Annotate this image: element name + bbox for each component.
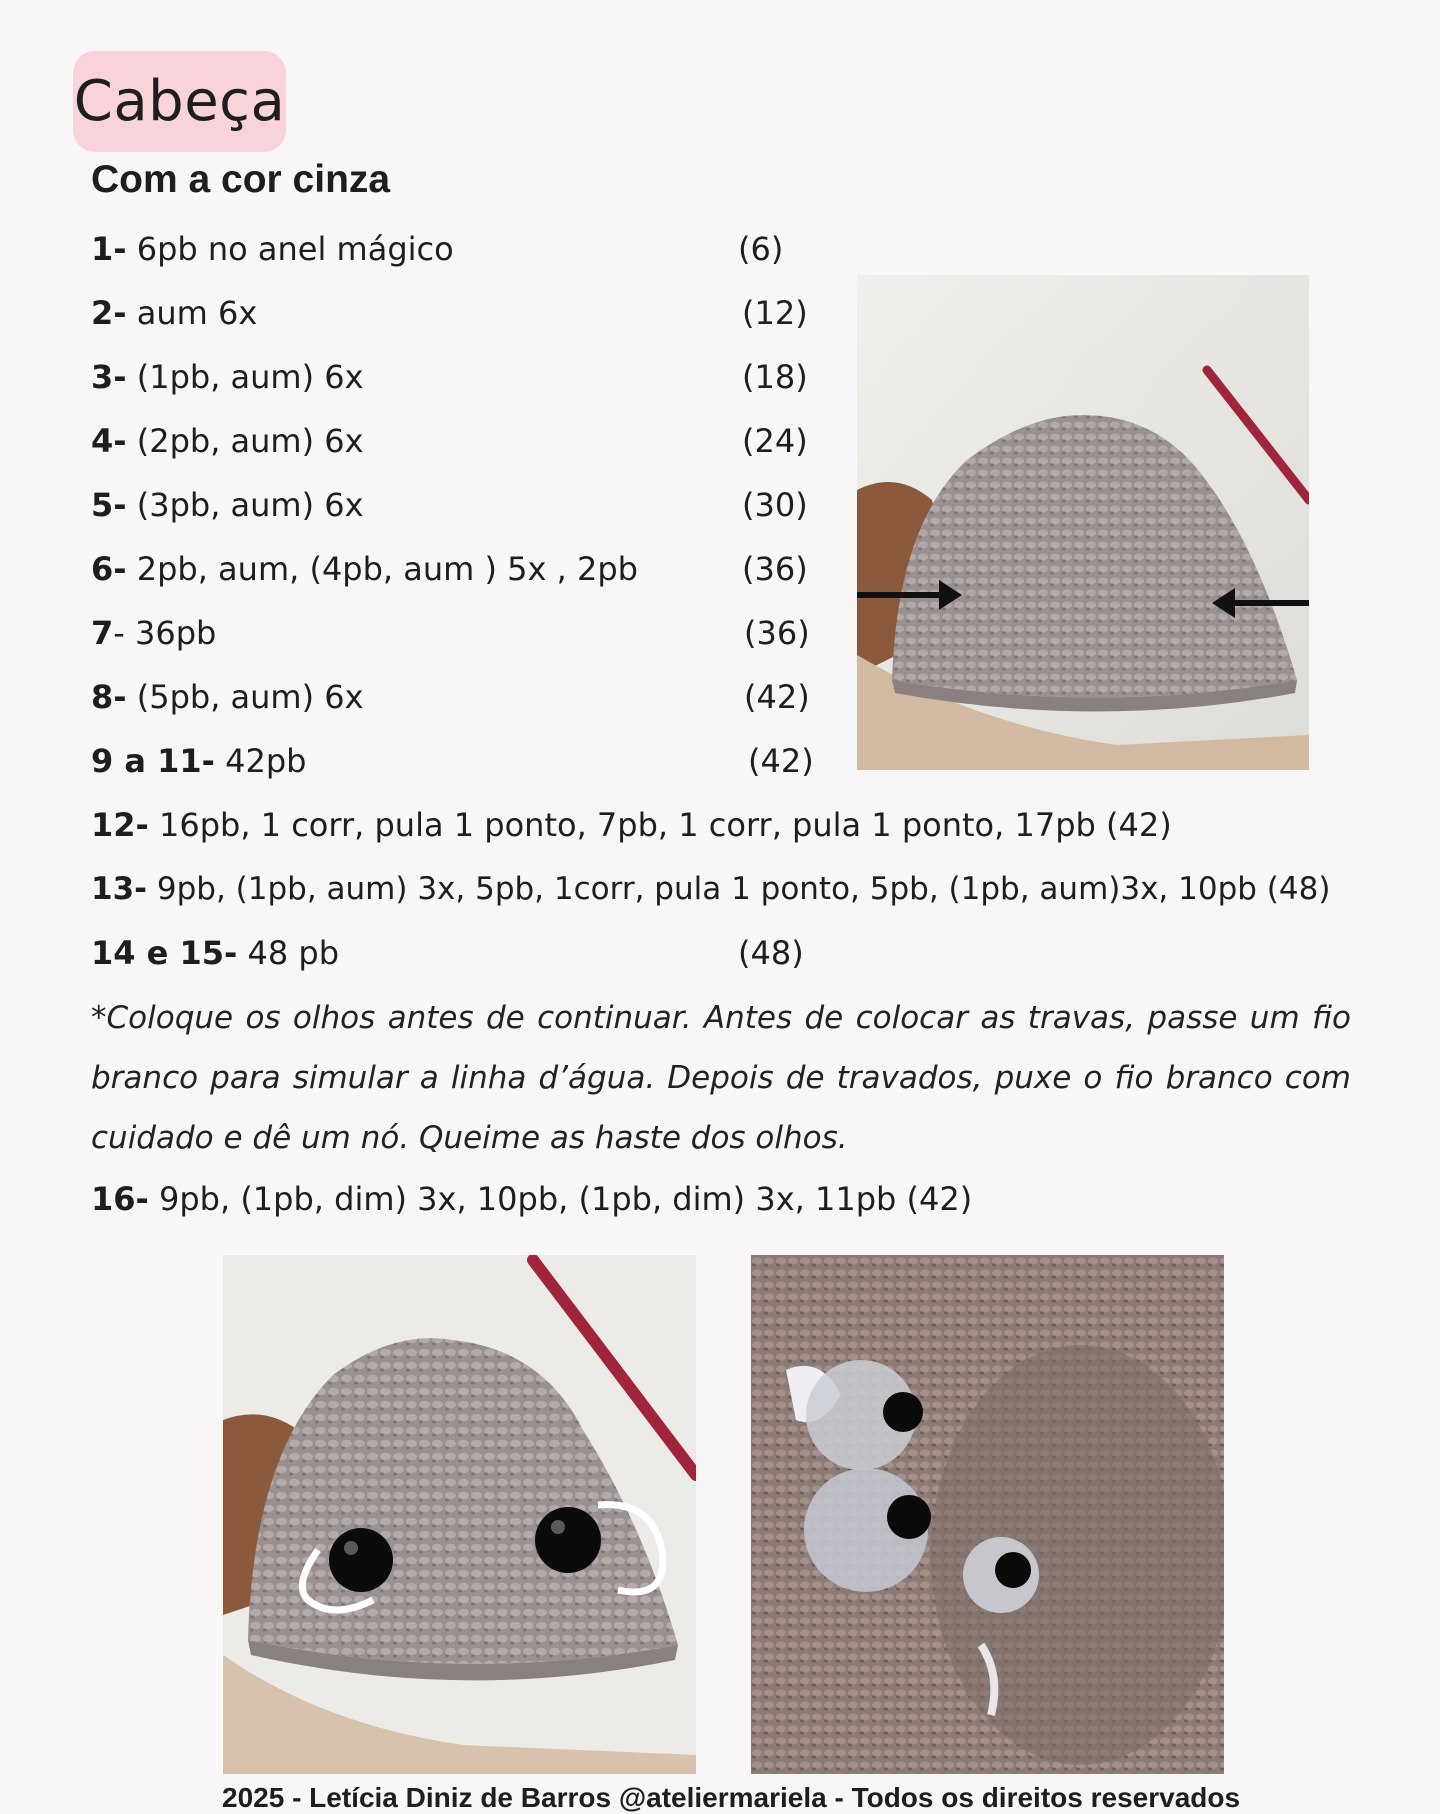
round-instructions: (2pb, aum) 6x [126,422,364,460]
stitch-count: (36) [742,550,808,588]
round-row [91,229,454,269]
round-row [91,869,1330,909]
round-row [91,293,257,333]
round-row [91,357,364,397]
round-number: 14 e 15- [91,934,238,972]
section-title-badge [73,51,286,152]
head-shape-photo [857,275,1309,770]
round-number: 4- [91,422,127,460]
round-row [91,741,306,781]
head-inside-photo [751,1255,1224,1774]
round-number: 8- [91,678,127,716]
round-instructions: 48 pb [237,934,340,972]
round-number: 9 a 11- [91,742,215,780]
stitch-count: (42) [748,742,814,780]
round-row [91,1179,972,1219]
round-row [91,613,216,653]
stitch-count: (6) [738,230,784,268]
round-row [91,933,339,973]
round-number: 3- [91,358,127,396]
round-row [91,549,638,589]
round-instructions: (3pb, aum) 6x [126,486,364,524]
round-row [91,485,364,525]
round-row [91,805,1172,845]
stitch-count: (36) [744,614,810,652]
round-number: 12- [91,806,149,844]
round-instructions: (5pb, aum) 6x [126,678,364,716]
stitch-count: (12) [742,294,808,332]
color-subtitle: Com a cor cinza [91,158,391,201]
eyes-note: *Coloque os olhos antes de continuar. Antes de colocar as travas, passe um fio branco para simular a linha d’água. Depois de travados, puxe o fio branco com cuidado e dê um nó. Queime as haste dos olhos. [91,1000,1351,1156]
stitch-count: (18) [742,358,808,396]
round-row [91,421,364,461]
round-number: 2- [91,294,127,332]
round-instructions: 9pb, (1pb, dim) 3x, 10pb, (1pb, dim) 3x, 11pb (42) [148,1180,973,1218]
round-number: 5- [91,486,127,524]
stitch-count: (42) [744,678,810,716]
round-number: 13- [91,871,148,907]
head-with-eyes-photo [223,1255,696,1774]
round-instructions: (1pb, aum) 6x [126,358,364,396]
round-instructions: 2pb, aum, (4pb, aum ) 5x , 2pb [126,550,638,588]
round-instructions: - 36pb [113,614,217,652]
round-instructions: aum 6x [126,294,258,332]
stitch-count: (48) [738,934,804,972]
section-title: Cabeça [73,69,286,134]
round-instructions: 42pb [214,742,307,780]
round-row [91,677,364,717]
round-instructions: 6pb no anel mágico [126,230,454,268]
round-number: 6- [91,550,127,588]
copyright-footer: 2025 - Letícia Diniz de Barros @ateliermariela - Todos os direitos reservados [222,1782,1241,1813]
round-number: 16- [91,1180,149,1218]
stitch-count: (24) [742,422,808,460]
round-number: 1- [91,230,127,268]
stitch-count: (30) [742,486,808,524]
round-instructions: 16pb, 1 corr, pula 1 ponto, 7pb, 1 corr, pula 1 ponto, 17pb (42) [148,806,1172,844]
round-number: 7 [91,614,114,652]
round-instructions: 9pb, (1pb, aum) 3x, 5pb, 1corr, pula 1 ponto, 5pb, (1pb, aum)3x, 10pb (48) [147,871,1331,907]
